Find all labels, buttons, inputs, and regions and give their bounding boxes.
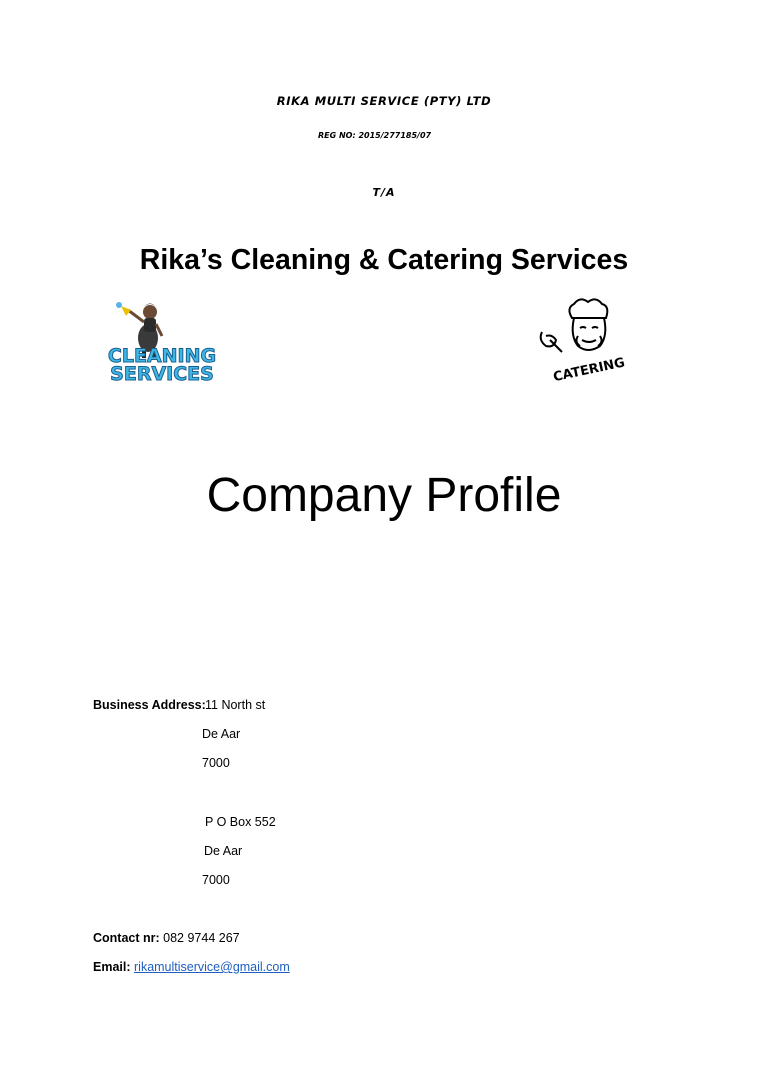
address-town: De Aar bbox=[202, 727, 241, 741]
address-postcode: 7000 bbox=[202, 756, 230, 770]
trade-name-heading: Rika’s Cleaning & Catering Services bbox=[139, 244, 629, 276]
registration-number: REG NO: 2015/277185/07 bbox=[318, 131, 432, 140]
business-address-label: Business Address: bbox=[93, 698, 206, 712]
cleaning-services-logo bbox=[104, 296, 220, 384]
chef-icon bbox=[541, 299, 608, 352]
document-title: Company Profile bbox=[206, 469, 562, 522]
po-box: P O Box 552 bbox=[205, 815, 276, 829]
catering-logo bbox=[528, 296, 634, 388]
po-postcode: 7000 bbox=[202, 873, 230, 887]
business-address-row bbox=[93, 698, 206, 712]
catering-logo-text: CATERING bbox=[551, 355, 627, 386]
contact-number-value: 082 9744 267 bbox=[163, 931, 240, 945]
contact-number-row bbox=[93, 931, 240, 945]
company-name: RIKA MULTI SERVICE (PTY) LTD bbox=[276, 94, 492, 108]
street-address: 11 North st bbox=[205, 698, 266, 712]
cleaning-logo-line1: CLEANING bbox=[107, 345, 217, 367]
cleaning-logo-line2: SERVICES bbox=[110, 363, 214, 384]
email-label: Email: bbox=[93, 960, 131, 974]
trading-as-label: T/A bbox=[372, 186, 396, 199]
po-town: De Aar bbox=[204, 844, 243, 858]
email-row bbox=[93, 960, 290, 974]
contact-number-label: Contact nr: bbox=[93, 931, 160, 945]
email-link[interactable]: rikamultiservice@gmail.com bbox=[134, 960, 290, 974]
